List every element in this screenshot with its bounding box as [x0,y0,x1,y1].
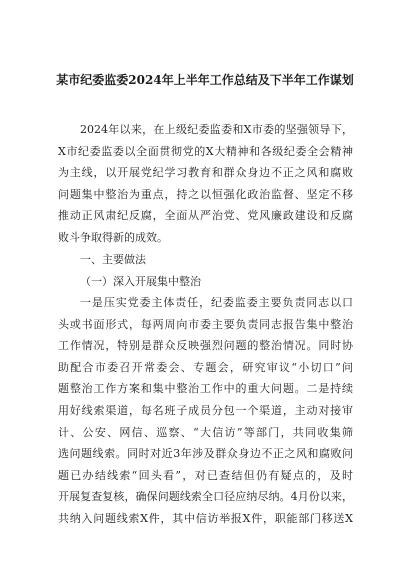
paragraph-line: 败斗争取得新的成效。 [58,230,168,244]
paragraph-line: X市纪委监委以全面贯彻党的X大精神和各级纪委全会精神 [58,144,353,158]
paragraph-line: 共纳入问题线索X件，其中信访举报X件，职能部门移送X [58,511,353,525]
paragraph-line: 用好线索渠道，每名班子成员分包一个渠道，主动对接审 [58,403,353,417]
section-block [58,249,353,292]
paragraph-line: 一是压实党委主体责任，纪委监委主要负责同志以口 [80,296,353,309]
section-heading: 一、主要做法 [80,253,146,266]
paragraph-line: 问题集中整治为重点，持之以恒强化政治监督、坚定不移 [58,187,353,201]
paragraph-line: 助配合市委召开常委会、专题会，研究审议“小切口”问 [58,360,353,374]
paragraph-line: 为主线，以开展党纪学习教育和群众身边不正之风和腐败 [58,166,353,180]
paragraph-line: 2024年以来，在上级纪委监委和X市委的坚强领导下， [80,123,353,136]
body-paragraph [58,292,353,530]
paragraph-line: 开展复查复核，确保问题线索全口径应纳尽纳。4月份以来， [58,490,353,504]
intro-paragraph [58,119,353,249]
paragraph-line: 头或书面形式，每两周向市委主要负责同志报告集中整治 [58,317,353,331]
subsection-heading: （一）深入开展集中整治 [80,274,201,288]
paragraph-line: 工作情况，特别是群众反映强烈问题的整治情况。同时协 [58,339,353,353]
paragraph-line: 计、公安、网信、巡察、“大信访”等部门，共同收集筛 [58,425,353,439]
document-title: 某市纪委监委2024年上半年工作总结及下半年工作谋划 [56,73,354,87]
paragraph-line: 题已办结线索“回头看”，对已查结但仍有疑点的，及时 [58,468,353,482]
paragraph-line: 题整治工作方案和集中整治工作中的重大问题。二是持续 [58,382,353,396]
paragraph-line: 选问题线索。同时对近3年涉及群众身边不正之风和腐败问 [58,447,353,461]
paragraph-line: 推动正风肃纪反腐，全面从严治党、党风廉政建设和反腐 [58,209,353,223]
